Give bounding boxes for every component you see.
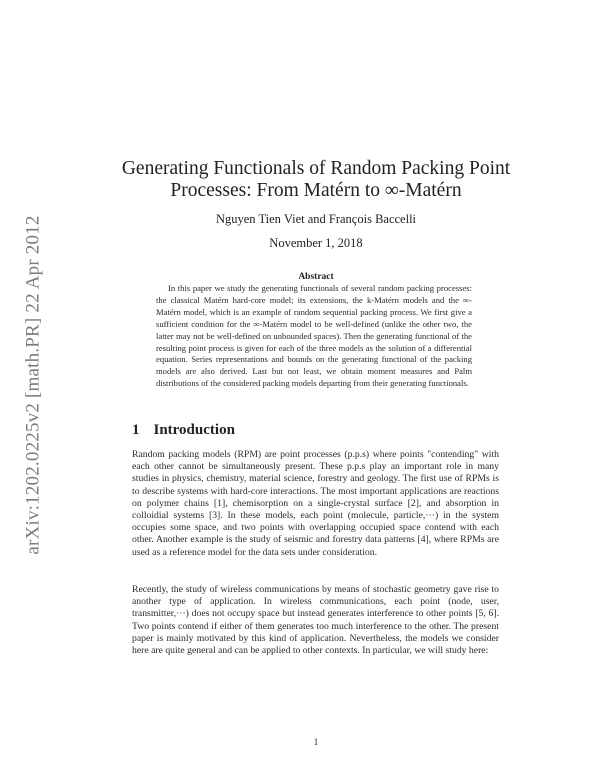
paper-title [100, 158, 532, 202]
paper-date: November 1, 2018 [269, 236, 363, 250]
arxiv-identifier-stamp [14, 195, 54, 575]
paper-title-line-1: Generating Functionals of Random Packing Point [121, 158, 511, 179]
abstract-text: In this paper we study the generating functionals of several random packing processes: the classical Matérn hard-core model; its extensions, the k-Matérn models and the ∞-Matérn model, which is an example of random sequential packing process. We first give a sufficient condition for the ∞-Matérn model to be well-defined (unlike the other two, the latter may not be well-defined on unbounded spaces). Then the generating functional of the resulting point process is given for each of the three models as the solution of a differential equation. Series representations and bounds on the generating functional of the packing models are also derived. Last but not least, we obtain moment measures and Palm distributions of the considered packing models departing from their generating functionals. [156, 283, 472, 389]
section-heading-introduction [132, 422, 235, 439]
body-paragraph-2: Recently, the study of wireless communications by means of stochastic geometry gave rise to another type of application. In wireless communications, each point (node, user, transmitter,···) does not occupy space but instead generates interference to other points [5, 6]. Two points contend if either of them generates too much interference to the other. The present paper is mainly motivated by this kind of application. Nevertheless, the models we consider here are quite general and can be applied to other contexts. In particular, we will study here: [132, 584, 499, 657]
arxiv-identifier-text: arXiv:1202.0225v2 [math.PR] 22 Apr 2012 [23, 215, 45, 555]
paper-title-line-2: Processes: From Matérn to ∞-Matérn [170, 180, 462, 201]
body-paragraph-1: Random packing models (RPM) are point processes (p.p.s) where points "contending" with each other cannot be simultaneously present. These p.p.s play an important role in many studies in physics, chemistry, material science, forestry and geology. The first use of RPMs is to describe systems with hard-core interactions. The most important applications are reactions on polymer chains [1], chemisorption on a single-crystal surface [2], and absorption in colloidial systems [3]. In these models, each point (molecule, particle,···) in the system occupies some space, and two points with overlapping occupied space contend with each other. Another example is the study of seismic and forestry data patterns [4], where RPMs are used as a reference model for the data sets under consideration. [132, 449, 499, 558]
section-title: Introduction [153, 422, 235, 438]
page-number: 1 [313, 738, 319, 748]
paper-authors: Nguyen Tien Viet and François Baccelli [215, 212, 417, 226]
section-number: 1 [132, 422, 140, 438]
abstract-heading: Abstract [298, 272, 334, 282]
